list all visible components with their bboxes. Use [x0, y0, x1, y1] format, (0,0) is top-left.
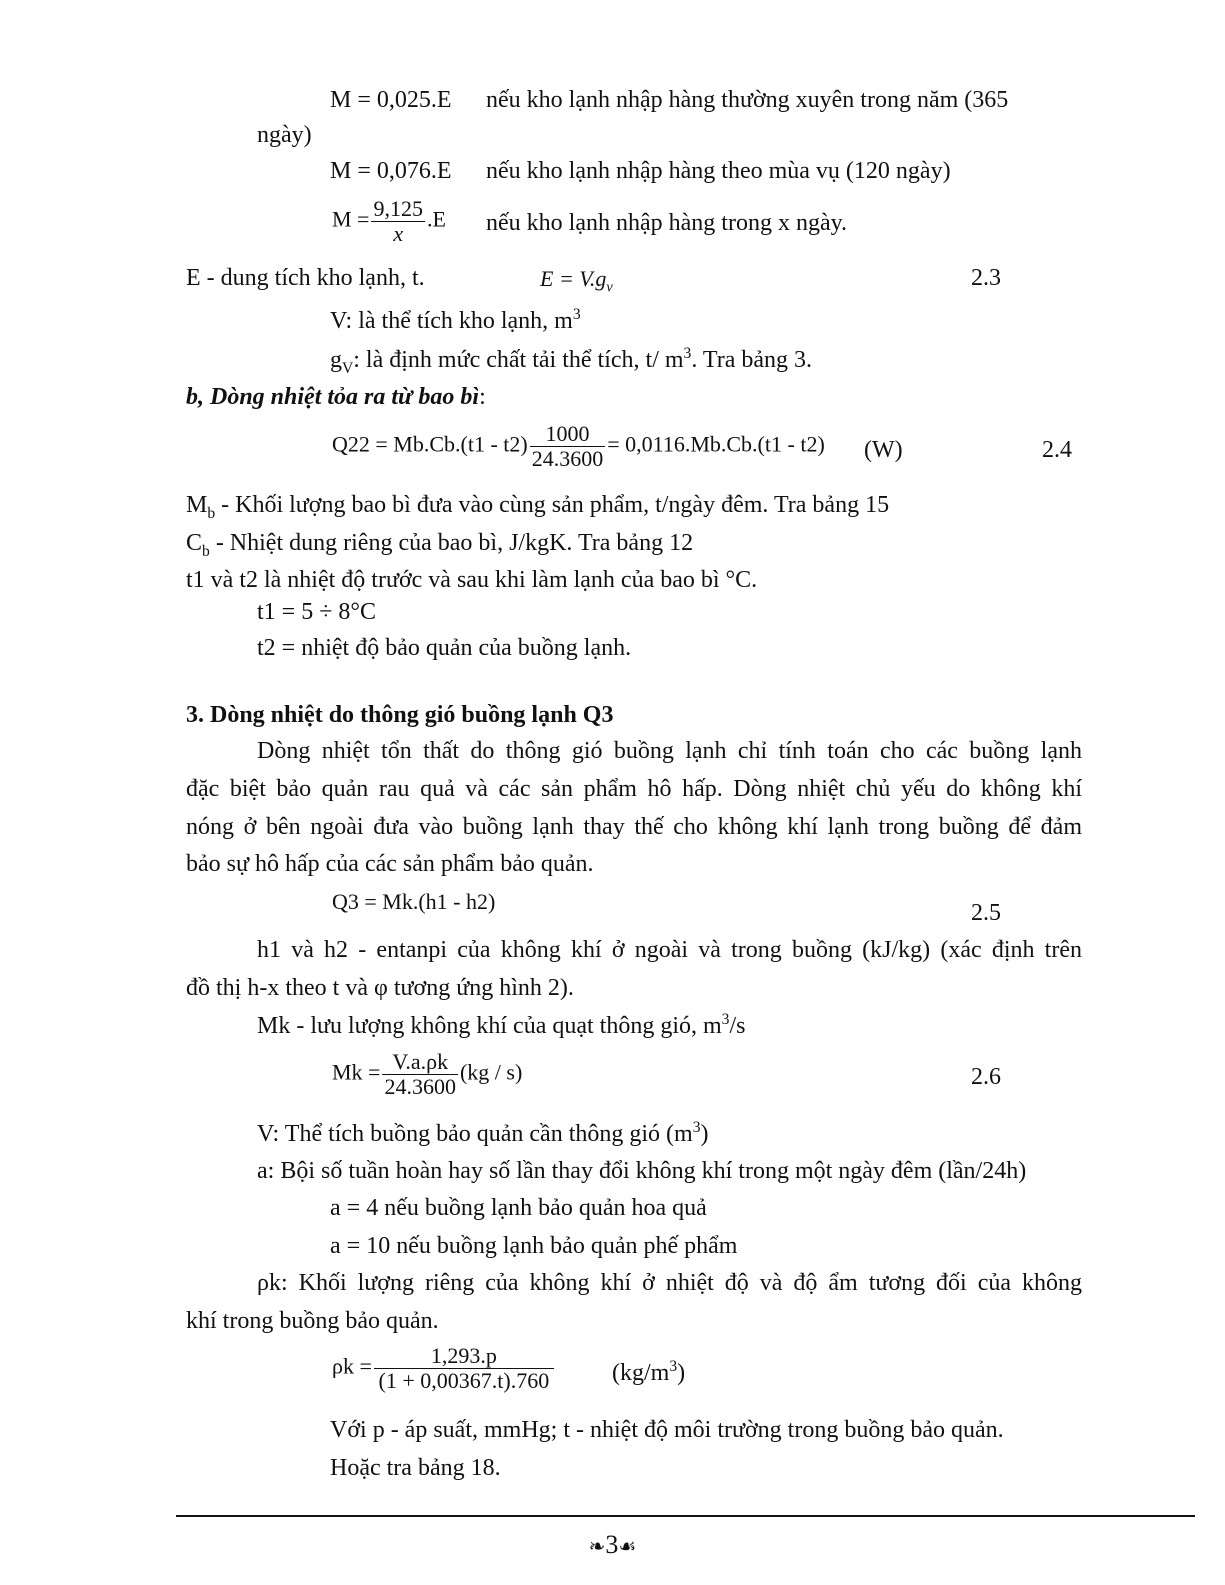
mk-fraction [382, 1050, 458, 1099]
t1-value: t1 = 5 ÷ 8°C [257, 599, 376, 625]
gv-def-text: : là định mức chất tải thể tích, t/ m [353, 347, 684, 373]
subsection-b-title: b, Dòng nhiệt tỏa ra từ bao bì [186, 384, 480, 410]
mk-lhs: Mk = [332, 1059, 381, 1085]
equation-number-2-4: 2.4 [1042, 437, 1072, 463]
m-x-formula [332, 197, 446, 246]
rho-definition-line-2: khí trong buồng bảo quản. [186, 1308, 439, 1334]
q22-numerator: 1000 [530, 422, 606, 447]
gv-def-sup: 3 [683, 345, 692, 362]
m-yearly-desc-cont: ngày) [257, 122, 312, 148]
mk-def-text: Mk - lưu lượng không khí của quạt thông gió, m [257, 1013, 722, 1039]
m-yearly-desc: nếu kho lạnh nhập hàng thường xuyên trong năm (365 [486, 87, 1009, 113]
rho-unit-tail: ) [677, 1360, 686, 1386]
mk-unit: (kg / s) [459, 1059, 523, 1085]
v-vent-sup: 3 [692, 1119, 701, 1136]
footer-rule [176, 1515, 1195, 1517]
rho-unit [612, 1358, 685, 1388]
paragraph-line-1: Dòng nhiệt tổn thất do thông gió buồng lạnh chỉ tính toán cho các buồng lạnh [257, 738, 1082, 764]
equation-number-2-6: 2.6 [971, 1064, 1001, 1090]
v-definition [330, 306, 581, 336]
q22-fraction [530, 422, 606, 471]
equation-number-2-5: 2.5 [971, 900, 1001, 926]
cb-subscript: b [202, 542, 210, 560]
h-definition-line-1: h1 và h2 - entanpi của không khí ở ngoài và trong buồng (kJ/kg) (xác định trên [257, 937, 1082, 963]
v-vent-text: V: Thể tích buồng bảo quản cần thông gió (m [257, 1121, 693, 1147]
m-x-denominator: x [393, 221, 404, 247]
paragraph-line-4: bảo sự hô hấp của các sản phẩm bảo quản. [186, 851, 594, 877]
subsection-b-heading [186, 383, 486, 412]
mb-subscript: b [207, 504, 216, 522]
paragraph-line-3: nóng ở bên ngoài đưa vào buồng lạnh thay thế cho không khí lạnh trong buồng để đảm [186, 814, 1082, 840]
q22-rhs: = 0,0116.Mb.Cb.(t1 - t2) [607, 431, 825, 457]
rho-fraction [374, 1344, 554, 1393]
or-table-line: Hoặc tra bảng 18. [330, 1455, 501, 1481]
mk-formula [332, 1050, 522, 1099]
cb-def-text: - Nhiệt dung riêng của bao bì, J/kgK. Tra bảng 12 [209, 530, 694, 556]
e-formula-sub: v [606, 279, 613, 296]
q22-lhs: Q22 = Mb.Cb.(t1 - t2) [332, 431, 528, 457]
v-def-text: V: là thể tích kho lạnh, m [330, 308, 573, 334]
with-p-line: Với p - áp suất, mmHg; t - nhiệt độ môi trường trong buồng bảo quản. [330, 1417, 1004, 1443]
m-x-lhs: M = [332, 206, 370, 232]
rho-numerator: 1,293.p [374, 1344, 554, 1369]
paragraph-line-2: đặc biệt bảo quản rau quả và các sản phẩm hô hấp. Dòng nhiệt chủ yếu do không khí [186, 776, 1082, 802]
v-vent-tail: ) [700, 1121, 709, 1147]
m-x-numerator: 9,125 [373, 196, 423, 221]
mk-definition [257, 1011, 745, 1041]
rho-unit-text: (kg/m [612, 1360, 670, 1386]
right-ornament-icon: ☙ [618, 1534, 637, 1558]
q22-unit: (W) [864, 437, 903, 463]
equation-number-2-3: 2.3 [971, 265, 1001, 291]
q22-equation [332, 422, 825, 471]
q22-denominator: 24.3600 [531, 446, 604, 472]
a-fruit-value: a = 4 nếu buồng lạnh bảo quản hoa quả [330, 1195, 707, 1221]
page-footer [0, 1530, 1225, 1560]
a-waste-value: a = 10 nếu buồng lạnh bảo quản phế phẩm [330, 1233, 738, 1259]
h-definition-line-2: đồ thị h-x theo t và φ tương ứng hình 2). [186, 975, 574, 1001]
section-3-heading: 3. Dòng nhiệt do thông gió buồng lạnh Q3 [186, 702, 614, 728]
e-definition: E - dung tích kho lạnh, t. [186, 265, 425, 291]
rho-definition-line-1: ρk: Khối lượng riêng của không khí ở nhiệt độ và độ ẩm tương đối của không [257, 1270, 1082, 1296]
mk-numerator: V.a.ρk [382, 1050, 458, 1075]
mk-def-sup: 3 [721, 1011, 730, 1028]
mk-denominator: 24.3600 [384, 1074, 456, 1100]
gv-definition [330, 345, 812, 379]
gv-def-tail: . Tra bảng 3. [691, 347, 813, 373]
rho-denominator: (1 + 0,00367.t).760 [378, 1368, 550, 1394]
mb-def-text: - Khối lượng bao bì đưa vào cùng sản phẩm, t/ngày đêm. Tra bảng 15 [215, 492, 890, 518]
page-number: 3 [605, 1530, 619, 1559]
rho-unit-sup: 3 [669, 1358, 678, 1375]
t2-value: t2 = nhiệt độ bảo quản của buồng lạnh. [257, 635, 632, 661]
left-ornament-icon: ❧ [588, 1534, 606, 1558]
t-definition: t1 và t2 là nhiệt độ trước và sau khi làm lạnh của bao bì °C. [186, 567, 758, 593]
cb-symbol: C [186, 530, 203, 556]
subsection-b-colon: : [479, 384, 486, 410]
rho-lhs: ρk = [332, 1353, 372, 1379]
m-yearly-formula: M = 0,025.E [330, 87, 452, 113]
m-x-desc: nếu kho lạnh nhập hàng trong x ngày. [486, 210, 848, 236]
mb-definition [186, 491, 889, 524]
gv-symbol: g [330, 347, 342, 373]
q3-formula: Q3 = Mk.(h1 - h2) [332, 889, 496, 914]
m-seasonal-desc: nếu kho lạnh nhập hàng theo mùa vụ (120 ngày) [486, 158, 951, 184]
cb-definition [186, 529, 693, 562]
e-formula [540, 266, 613, 297]
gv-subscript: V [342, 359, 354, 377]
mk-def-tail: /s [729, 1013, 746, 1039]
m-seasonal-formula: M = 0,076.E [330, 158, 452, 184]
m-yearly-line [330, 86, 452, 115]
rho-formula [332, 1344, 556, 1393]
m-x-tail: .E [426, 206, 446, 232]
mb-symbol: M [186, 492, 208, 518]
v-def-sup: 3 [572, 306, 581, 323]
m-x-fraction [371, 197, 425, 246]
e-formula-main: E = V.g [540, 266, 607, 291]
a-definition: a: Bội số tuần hoàn hay số lần thay đổi không khí trong một ngày đêm (lần/24h) [257, 1158, 1027, 1184]
v-ventilation-definition [257, 1119, 709, 1149]
